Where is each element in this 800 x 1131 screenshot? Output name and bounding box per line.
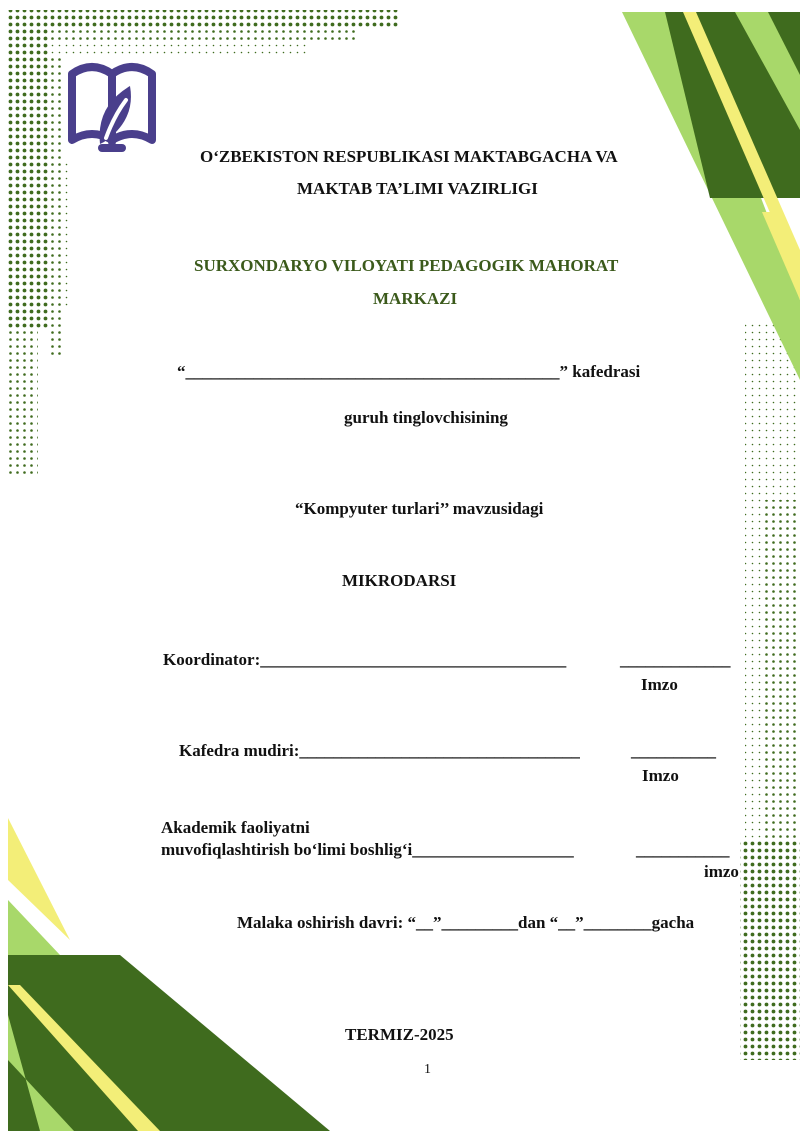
academic-label-line-1: Akademik faoliyatni [161, 818, 310, 837]
academic-sign-line: ___________ [636, 840, 730, 859]
bottom-left-stripes [8, 818, 330, 1131]
right-dot-pattern [740, 320, 800, 1060]
department-line: “____________________________________________” kafedrasi [177, 362, 641, 381]
department-head-sign-line: __________ [631, 741, 716, 760]
group-line: guruh tinglovchisining [344, 408, 508, 427]
department-head-label: Kafedra mudiri:_________________________________ [179, 741, 580, 760]
period-line: Malaka oshirish davri: “__”_________dan “__”________gacha [237, 913, 695, 932]
academic-imzo: imzo [704, 862, 739, 881]
topic-line: “Kompyuter turlari’’ mavzusidagi [295, 499, 544, 518]
coordinator-label: Koordinator:____________________________________ [163, 650, 567, 669]
page-number: 1 [424, 1062, 431, 1077]
coordinator-imzo: Imzo [641, 675, 678, 694]
ministry-line-1: O‘ZBEKISTON RESPUBLIKASI MAKTABGACHA VA [200, 147, 618, 166]
academic-label-line-2: muvofiqlashtirish bo‘limi boshlig‘i___________________ [161, 840, 574, 859]
document-type: MIKRODARSI [342, 571, 457, 590]
coordinator-sign-line: _____________ [620, 650, 731, 669]
ministry-line-2: MAKTAB TA’LIMI VAZIRLIGI [297, 179, 538, 198]
book-leaf-icon [66, 46, 158, 158]
center-line-2: MARKAZI [373, 289, 458, 308]
department-head-imzo: Imzo [642, 766, 679, 785]
city-year: TERMIZ-2025 [345, 1025, 454, 1044]
center-line-1: SURXONDARYO VILOYATI PEDAGOGIK MAHORAT [194, 256, 619, 275]
